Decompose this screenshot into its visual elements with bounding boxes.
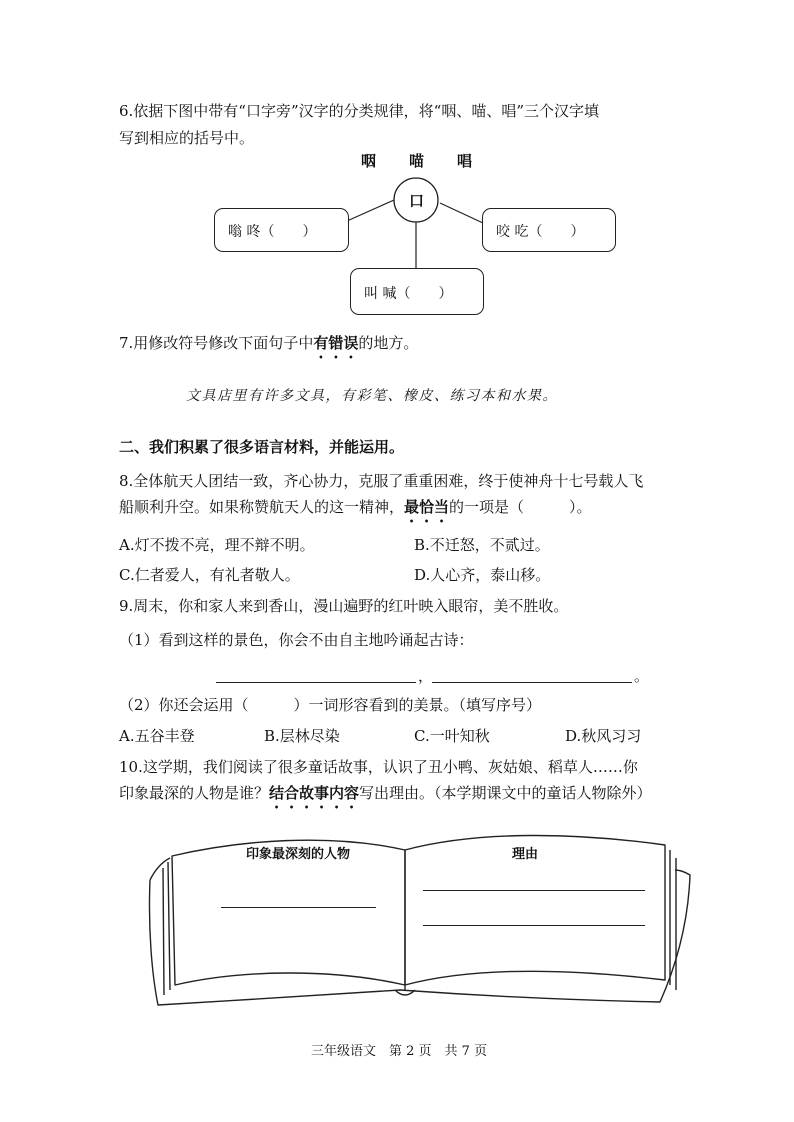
- q6-box-left-text: 嗡 咚（ ）: [228, 224, 317, 240]
- book-right-title: 理由: [512, 847, 539, 862]
- q9-option-c: C.一叶知秋: [414, 727, 490, 745]
- q6-line1: 6.依据下图中带有“口字旁”汉字的分类规律，将“咽、喵、唱”三个汉字填: [119, 102, 599, 120]
- book-reason-line-1[interactable]: [423, 890, 645, 891]
- q7-suffix: 的地方。: [358, 334, 419, 352]
- q8-line2-suffix: 的一项是（ ）。: [449, 498, 592, 516]
- section2-title: 二、我们积累了很多语言材料，并能运用。: [119, 438, 405, 456]
- q8-option-c: C.仁者爱人，有礼者敬人。: [119, 566, 300, 584]
- book-left-title: 印象最深刻的人物: [246, 847, 351, 862]
- q9-sub1: （1）看到这样的景色，你会不由自主地吟诵起古诗：: [119, 631, 474, 649]
- q7-emphasis: 有错误: [313, 334, 359, 352]
- q10-line2-suffix: 写出理由。（本学期课文中的童话人物除外）: [359, 784, 652, 802]
- q9-option-a: A.五谷丰登: [119, 727, 195, 745]
- q8-option-b: B.不迁怒，不贰过。: [414, 536, 550, 554]
- q10-line2-prefix: 印象最深的人物是谁？: [119, 784, 270, 802]
- q9-sub2: （2）你还会运用（ ）一词形容看到的美景。（填写序号）: [119, 696, 542, 714]
- q6-char-2: 喵: [409, 152, 425, 170]
- page-footer: 三年级语文 第 2 页 共 7 页: [311, 1044, 488, 1059]
- q10-emphasis: 结合故事内容: [269, 784, 360, 802]
- q10-line1: 10.这学期，我们阅读了很多童话故事，认识了丑小鸭、灰姑娘、稻草人……你: [119, 758, 638, 776]
- q6-line2: 写到相应的括号中。: [119, 129, 255, 147]
- q6-char-3: 唱: [457, 152, 473, 170]
- q9-comma: ，: [418, 667, 434, 685]
- q6-center-char: 口: [409, 192, 425, 210]
- q9-option-b: B.层林尽染: [264, 727, 340, 745]
- q7-sentence: 文具店里有许多文具，有彩笔、橡皮、练习本和水果。: [186, 388, 558, 404]
- q8-line2-prefix: 船顺利升空。如果称赞航天人的这一精神，: [119, 498, 405, 516]
- book-person-answer-line[interactable]: [221, 907, 376, 908]
- q9-line1: 9.周末，你和家人来到香山，漫山遍野的红叶映入眼帘，美不胜收。: [119, 597, 569, 615]
- book-reason-line-2[interactable]: [423, 925, 645, 926]
- q6-box-right-text: 咬 吃（ ）: [496, 224, 585, 240]
- q6-box-bottom-text: 叫 喊（ ）: [364, 286, 453, 302]
- q8-option-a: A.灯不拨不亮，理不辩不明。: [119, 536, 315, 554]
- q8-line1: 8.全体航天人团结一致，齐心协力，克服了重重困难，终于使神舟十七号载人飞: [119, 472, 644, 490]
- q8-option-d: D.人心齐，泰山移。: [414, 566, 551, 584]
- q7-prefix: 7.用修改符号修改下面句子中: [119, 334, 314, 352]
- q9-period: 。: [634, 667, 650, 685]
- q8-emphasis: 最恰当: [404, 498, 450, 516]
- q6-char-1: 咽: [361, 152, 377, 170]
- q9-option-d: D.秋风习习: [565, 727, 642, 745]
